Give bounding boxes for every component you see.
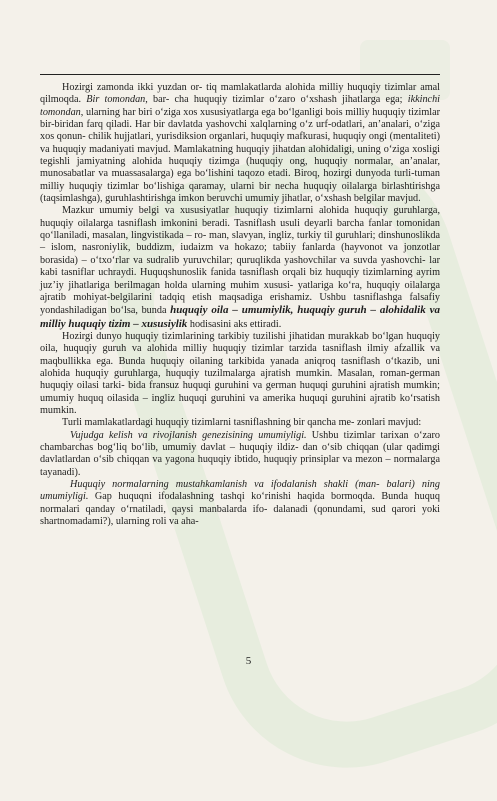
criterion-1: Vujudga kelish va rivojlanish genezisining umumiyligi. Ushbu tizimlar tarixan o‘zaro chambarchas bog‘liq bo‘lib, umumiy davlat – huquqiy ildiz- dan o‘sib chiqqan (ular qadimgi davlatlardan o‘sib chiqqan va yagona huquqiy ibtido, huquqiy prinsiplar va mezon – normalarga tayanadi). bbox=[40, 429, 440, 478]
paragraph-2: Mazkur umumiy belgi va xususiyatlar huquqiy tizimlarni alohida huquqiy guruhlarga, huquqiy oilalarga tasniflash imkonini beradi. Tasniflash usuli deyarli barcha fanlar tomonidan qo‘llaniladi, masalan, lingvistikada – ro- man, slavyan, ingliz, turkiy til guruhlari; dinshunoslikda – islom, nasroniylik, buddizm, iudaizm va hokazo; tabiiy fanlarda (hayvonot va jonzotlar borasida) – o‘txo‘rlar va sudralib yuruvchilar; quruqlikda yashovchilar va suvda yashovchi- lar kabi tasniflar uchraydi. Huquqshunoslik fanida tasniflash orqali biz huquqiy tizimlarning ayrim juz’iy jihatlariga berilmagan holda ularning muhim xususi- yatlariga ko‘ra, huquqiy oilalarga ajratib mohiyat-belgilarini tadqiq etish maqsadiga erishamiz. Ushbu tasniflashga falsafiy yondashiladigan bo‘lsa, bunda huquqiy oila – umumiylik, huquqiy guruh – alohidalik va milliy huquqiy tizim – xususiylik hodisasini aks ettiradi. bbox=[40, 205, 440, 330]
emphasis-phrase: huquqiy oila – umumiylik, huquqiy guruh – alohidalik va milliy huquqiy tizim – xususiylik bbox=[40, 304, 440, 330]
paragraph-1: Hozirgi zamonda ikki yuzdan or- tiq mamlakatlarda alohida milliy huquqiy tizimlar amal qilmoqda. Bir tomondan, bar- cha huquqiy tizimlar o‘zaro o‘xshash jihatlarga ega; ikkinchi tomondan, ularning har biri o‘ziga xos xususiyatlarga ega bo‘lganligi bois milliy huquqiy tizimlar bir-biridan farq qiladi. Har bir davlatda yashovchi xalqlarning o‘z urf-odatlari, an’analari, o‘ziga xos qonun- chilik hujjatlari, yurisdiksion organlari, huquqiy mafkurasi, huquqiy ongi (mentaliteti) va huquqiy madaniyati mavjud. Mamlakatning huquqiy jihatdan alohidaligi, uning o‘ziga xosligi tegishli jamiyatning alohida huquqiy tizimga (huquqiy ong, huquqiy normalar, an’analar, munosabatlar va muassasalarga) ega bo‘lishini taqozo etadi. Biroq, hozirgi dunyoda turli-tuman milliy huquqiy tizimlar bo‘lishiga qaramay, ularni bir necha huquqiy oilalarga birlashtirishga (taqsimlashga), guruhlashtirishga imkon beruvchi umumiy jihatlar, o‘xshash belgilar mavjud. bbox=[40, 82, 440, 205]
criterion-2: Huquqiy normalarning mustahkamlanish va ifodalanish shakli (man- balari) ning umumiyligi. Gap huquqni ifodalashning tashqi ko‘rinishi haqida bormoqda. Bunda huquq normalari qanday o‘rnatiladi, qaysi manbalarda ifo- dalanadi (qonundami, sud qarori yoki shartnomadami?), ularning roli va aha- bbox=[40, 479, 440, 528]
body-text bbox=[40, 82, 440, 528]
header-rule bbox=[40, 74, 440, 75]
paragraph-3: Hozirgi dunyo huquqiy tizimlarining tarkibiy tuzilishi jihatidan murakkab bo‘lgan huquqiy oila, huquqiy guruh va alohida milliy huquqiy tizimlar tarzida tasniflash ilmiy afzallik va maqbullikka ega. Bunda huquqiy oilaning tarkibida yanada aniqroq tasniflash o‘tkazib, uni alohida huquqiy guruhlarga, huquqiy tuzilmalarga ajratish mumkin. Masalan, roman-german huquqiy oilasi tarki- bida fransuz huquqi guruhini va german huquqi guruhini ajratish mumkin; umumiy huquq oilasida – ingliz huquqi guruhini va amerika huquqi guruhini ajratib ko‘rsatish mumkin. bbox=[40, 330, 440, 416]
page-number: 5 bbox=[245, 655, 252, 667]
paragraph-4: Turli mamlakatlardagi huquqiy tizimlarni tasniflashning bir qancha me- zonlari mavjud: bbox=[62, 417, 422, 429]
